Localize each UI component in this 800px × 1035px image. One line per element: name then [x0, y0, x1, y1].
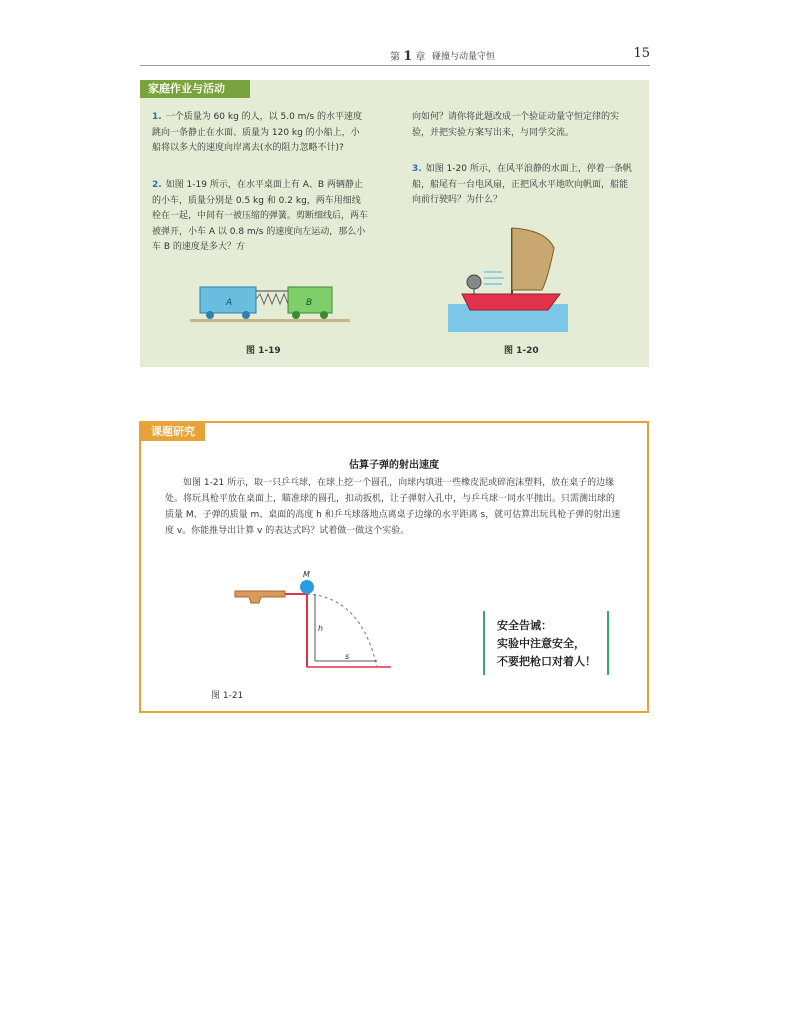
figure-1-21-caption: 图 1-21	[211, 691, 244, 701]
question-1-text: 一个质量为 60 kg 的人，以 5.0 m/s 的水平速度跳向一条静止在水面、质量为 120 kg 的小船上，小船将以多大的速度向岸离去(水的阻力忽略不计)?	[152, 112, 363, 153]
wind-lines	[484, 272, 504, 284]
table-surface	[190, 319, 350, 322]
figure-1-19-caption: 图 1-19	[246, 346, 281, 356]
chapter-suffix: 章	[415, 52, 426, 63]
label-h: h	[318, 624, 324, 633]
question-1-number: 1.	[152, 112, 162, 122]
research-section	[139, 421, 649, 713]
safety-heading: 安全告诫：	[497, 619, 552, 632]
chapter-label	[390, 48, 425, 64]
question-2-text: 如图 1-19 所示，在水平桌面上有 A、B 两辆静止的小车，质量分别是 0.5 kg 和 0.2 kg，两车用细线栓在一起，中间有一被压缩的弹簧。剪断细线后，两车被弹开，小车 A 以 0.8 m/s 的速度向左运动，那么小车 B 的速度是多大？方	[152, 180, 369, 252]
question-3	[412, 162, 634, 209]
label-s: s	[345, 652, 350, 661]
page-header	[140, 44, 650, 66]
figure-1-20-caption: 图 1-20	[504, 346, 539, 356]
question-2	[152, 178, 368, 256]
question-3-number: 3.	[412, 164, 422, 174]
label-m: M	[303, 570, 310, 579]
compressed-spring	[256, 294, 292, 304]
question-2-continued: 向如何？请你将此题改成一个验证动量守恒定律的实验，并把实验方案写出来，与同学交流。	[412, 112, 620, 138]
boat-hull	[462, 294, 560, 310]
page-number: 15	[633, 46, 650, 61]
cart-a-wheel	[242, 311, 250, 319]
cart-a-wheel	[206, 311, 214, 319]
electric-fan	[467, 275, 481, 289]
chapter-number: 1	[403, 49, 413, 64]
homework-section	[140, 80, 649, 367]
safety-warning-box	[483, 611, 609, 675]
cart-a-label: A	[226, 298, 233, 308]
figure-1-21-projectile	[221, 570, 421, 675]
research-title: 估算子弹的射出速度	[349, 460, 439, 471]
homework-tag: 家庭作业与活动	[140, 80, 250, 98]
header-rule	[140, 65, 650, 66]
toy-gun	[235, 591, 285, 603]
research-tag: 课题研究	[141, 423, 205, 441]
safety-line: 不要把枪口对着人！	[497, 655, 596, 668]
question-3-text: 如图 1-20 所示，在风平浪静的水面上，停着一条帆船，船尾有一台电风扇，正把风水平地吹向帆面，船能向前行驶吗？为什么？	[412, 164, 632, 205]
cart-b-wheel	[292, 311, 300, 319]
research-body: 如图 1-21 所示，取一只乒乓球，在球上挖一个圆孔，向球内填进一些橡皮泥或碎泡沫塑料，放在桌子的边缘处。将玩具枪平放在桌面上，瞄准球的圆孔，扣动扳机，让子弹射入孔中，与乒乓球一同水平抛出。只需测出球的质量 M、子弹的质量 m、桌面的高度 h 和乒乓球落地点离桌子边缘的水平距离 s，就可估算出玩具枪子弹的射出速度 v。你能推导出计算 v 的表达式吗？试着做一做这个实验。	[165, 478, 621, 536]
sail	[512, 228, 554, 290]
cart-b-wheel	[320, 311, 328, 319]
question-2-number: 2.	[152, 180, 162, 190]
chapter-title: 碰撞与动量守恒	[432, 52, 496, 62]
figure-1-19-carts	[190, 275, 350, 325]
ping-pong-ball	[300, 580, 314, 594]
cart-b-label: B	[306, 298, 313, 308]
safety-line: 实验中注意安全，	[497, 637, 585, 650]
question-1	[152, 110, 368, 157]
figure-1-20-sailboat	[448, 220, 568, 332]
chapter-prefix: 第	[390, 52, 400, 63]
